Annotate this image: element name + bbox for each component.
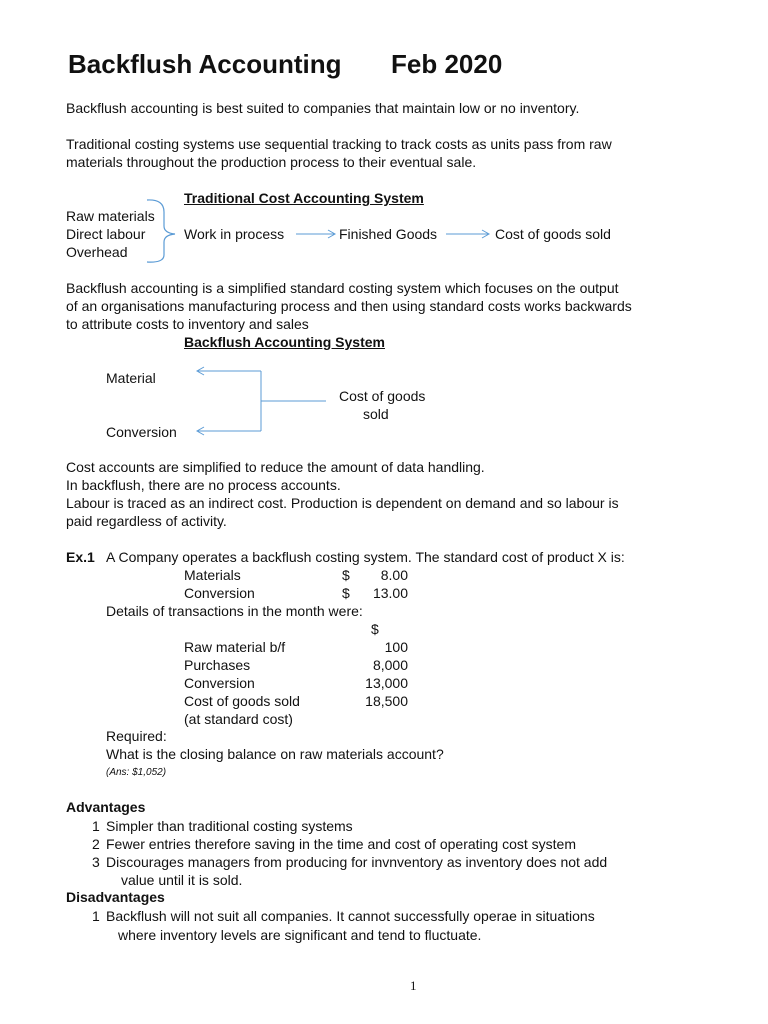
backflush-system-heading: Backflush Accounting System bbox=[184, 334, 385, 350]
advantages-heading: Advantages bbox=[66, 799, 146, 815]
note-line-1: Cost accounts are simplified to reduce the amount of data handling. bbox=[66, 459, 485, 475]
input-raw-materials: Raw materials bbox=[66, 208, 155, 224]
std-cost-item: Materials bbox=[184, 567, 241, 583]
page-title: Backflush Accounting bbox=[68, 49, 342, 79]
std-cost-currency: $ bbox=[342, 567, 350, 583]
list-item-continuation: where inventory levels are significant and tend to fluctuate. bbox=[118, 927, 482, 943]
list-item: Discourages managers from producing for invnventory as inventory does not add bbox=[106, 854, 608, 870]
backflush-conversion: Conversion bbox=[106, 424, 177, 440]
backflush-desc-line-1: Backflush accounting is a simplified standard costing system which focuses on the output bbox=[66, 280, 619, 296]
transaction-amount: 18,500 bbox=[365, 693, 408, 709]
note-line-2: In backflush, there are no process accounts. bbox=[66, 477, 341, 493]
backflush-cogs-line-1: Cost of goods bbox=[339, 388, 426, 404]
list-item-number: 1 bbox=[92, 908, 100, 924]
note-line-4: paid regardless of activity. bbox=[66, 513, 227, 529]
transaction-amount: 100 bbox=[384, 639, 408, 655]
backflush-material: Material bbox=[106, 370, 156, 386]
at-standard-cost-note: (at standard cost) bbox=[184, 711, 293, 727]
list-item-number: 3 bbox=[92, 854, 100, 870]
input-direct-labour: Direct labour bbox=[66, 226, 146, 242]
backflush-cogs-line-2: sold bbox=[363, 406, 389, 422]
intro-paragraph-2-line-1: Traditional costing systems use sequential tracking to track costs as units pass from raw bbox=[66, 136, 612, 152]
list-item-continuation: value until it is sold. bbox=[121, 872, 243, 888]
std-cost-item: Conversion bbox=[184, 585, 255, 601]
input-brace bbox=[147, 200, 175, 262]
arrow-wip-to-fg bbox=[296, 230, 335, 238]
transaction-item: Cost of goods sold bbox=[184, 693, 300, 709]
page-number: 1 bbox=[410, 978, 417, 993]
question-text: What is the closing balance on raw materials account? bbox=[106, 746, 444, 762]
backflush-connector bbox=[197, 367, 326, 435]
transaction-item: Raw material b/f bbox=[184, 639, 286, 655]
flow-work-in-process: Work in process bbox=[184, 226, 285, 242]
list-item: Backflush will not suit all companies. It cannot successfully operae in situations bbox=[106, 908, 595, 924]
flow-cost-of-goods-sold: Cost of goods sold bbox=[495, 226, 611, 242]
flow-finished-goods: Finished Goods bbox=[339, 226, 438, 242]
intro-paragraph-2-line-2: materials throughout the production process to their eventual sale. bbox=[66, 154, 477, 170]
required-label: Required: bbox=[106, 728, 167, 744]
transaction-amount: 13,000 bbox=[365, 675, 408, 691]
page-date: Feb 2020 bbox=[391, 49, 503, 79]
example-label: Ex.1 bbox=[66, 549, 95, 565]
backflush-desc-line-3: to attribute costs to inventory and sales bbox=[66, 316, 309, 332]
transaction-item: Purchases bbox=[184, 657, 251, 673]
std-cost-amount: 8.00 bbox=[380, 567, 408, 583]
std-cost-amount: 13.00 bbox=[372, 585, 408, 601]
transaction-item: Conversion bbox=[184, 675, 255, 691]
list-item: Simpler than traditional costing systems bbox=[106, 818, 353, 834]
details-heading: Details of transactions in the month were: bbox=[106, 603, 363, 619]
list-item-number: 1 bbox=[92, 818, 100, 834]
transaction-amount: 8,000 bbox=[372, 657, 408, 673]
intro-paragraph-1: Backflush accounting is best suited to companies that maintain low or no inventory. bbox=[66, 100, 580, 116]
list-item-number: 2 bbox=[92, 836, 100, 852]
disadvantages-heading: Disadvantages bbox=[66, 889, 165, 905]
backflush-desc-line-2: of an organisations manufacturing process and then using standard costs works backwards bbox=[66, 298, 632, 314]
traditional-system-heading: Traditional Cost Accounting System bbox=[184, 190, 424, 206]
example-intro: A Company operates a backflush costing system. The standard cost of product X is: bbox=[106, 549, 625, 565]
std-cost-currency: $ bbox=[342, 585, 350, 601]
input-overhead: Overhead bbox=[66, 244, 128, 260]
currency-column-header: $ bbox=[371, 621, 379, 637]
list-item: Fewer entries therefore saving in the time and cost of operating cost system bbox=[106, 836, 577, 852]
answer-text: (Ans: $1,052) bbox=[106, 767, 167, 778]
note-line-3: Labour is traced as an indirect cost. Production is dependent on demand and so labour is bbox=[66, 495, 619, 511]
arrow-fg-to-cogs bbox=[446, 230, 489, 238]
